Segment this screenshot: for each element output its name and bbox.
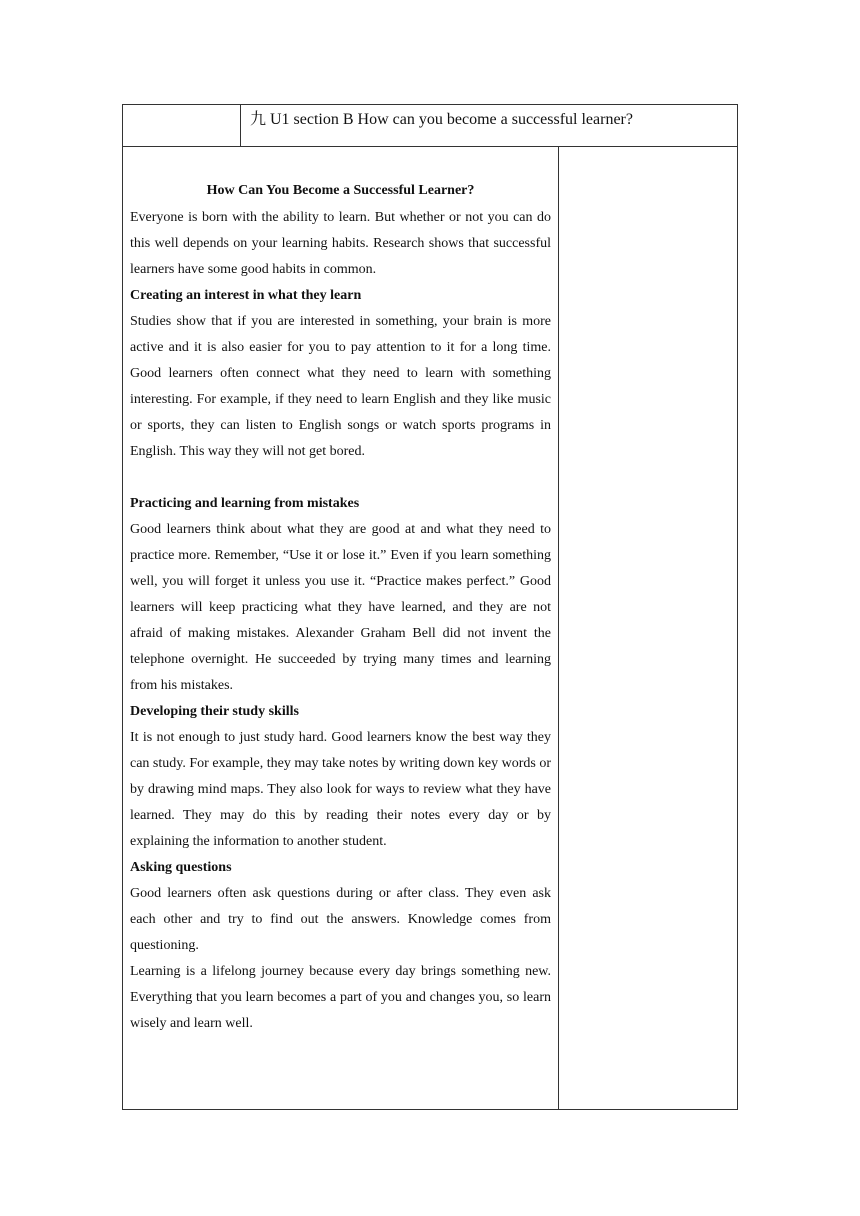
paragraph-spacer <box>130 465 551 491</box>
section-title: Developing their study skills <box>130 704 299 719</box>
article-conclusion: Learning is a lifelong journey because every day brings something new. Everything that you learn becomes a part of you and changes you, so learn wisely and learn well. <box>130 964 551 1031</box>
lesson-title: 九 U1 section B How can you become a successful learner? <box>250 111 633 128</box>
article-intro: Everyone is born with the ability to learn. But whether or not you can do this well depends on your learning habits. Research shows that successful learners have some good habits in common. <box>130 210 551 277</box>
article-heading: How Can You Become a Successful Learner? <box>206 183 475 198</box>
section-title: Asking questions <box>130 860 232 875</box>
notes-column-divider <box>558 147 559 1109</box>
section-text: It is not enough to just study hard. Good learners know the best way they can study. For example, they may take notes by writing down key words or by drawing mind maps. They also look for ways to review what they have learned. They may do this by reading their notes every day or by explaining the information to another student. <box>130 730 551 849</box>
section-text: Studies show that if you are interested in something, your brain is more active and it is also easier for you to pay attention to it for a long time. Good learners often connect what they need to learn with something interesting. For example, if they need to learn English and they like music or sports, they can listen to English songs or watch sports programs in English. This way they will not get bored. <box>130 314 551 459</box>
section-text: Good learners think about what they are good at and what they need to practice more. Remember, “Use it or lose it.” Even if you learn something well, you will forget it unless you use it. “Practice makes perfect.” Good learners will keep practicing what they have learned, and they are not afraid of making mistakes. Alexander Graham Bell did not invent the telephone overnight. He succeeded by trying many times and learning from his mistakes. <box>130 522 551 693</box>
section-text: Good learners often ask questions during or after class. They even ask each other and try to find out the answers. Knowledge comes from questioning. <box>130 886 551 953</box>
header-empty-cell <box>123 105 241 146</box>
section-title: Creating an interest in what they learn <box>130 288 362 303</box>
section-title: Practicing and learning from mistakes <box>130 496 360 511</box>
article <box>130 181 551 1037</box>
header-table <box>122 104 738 147</box>
